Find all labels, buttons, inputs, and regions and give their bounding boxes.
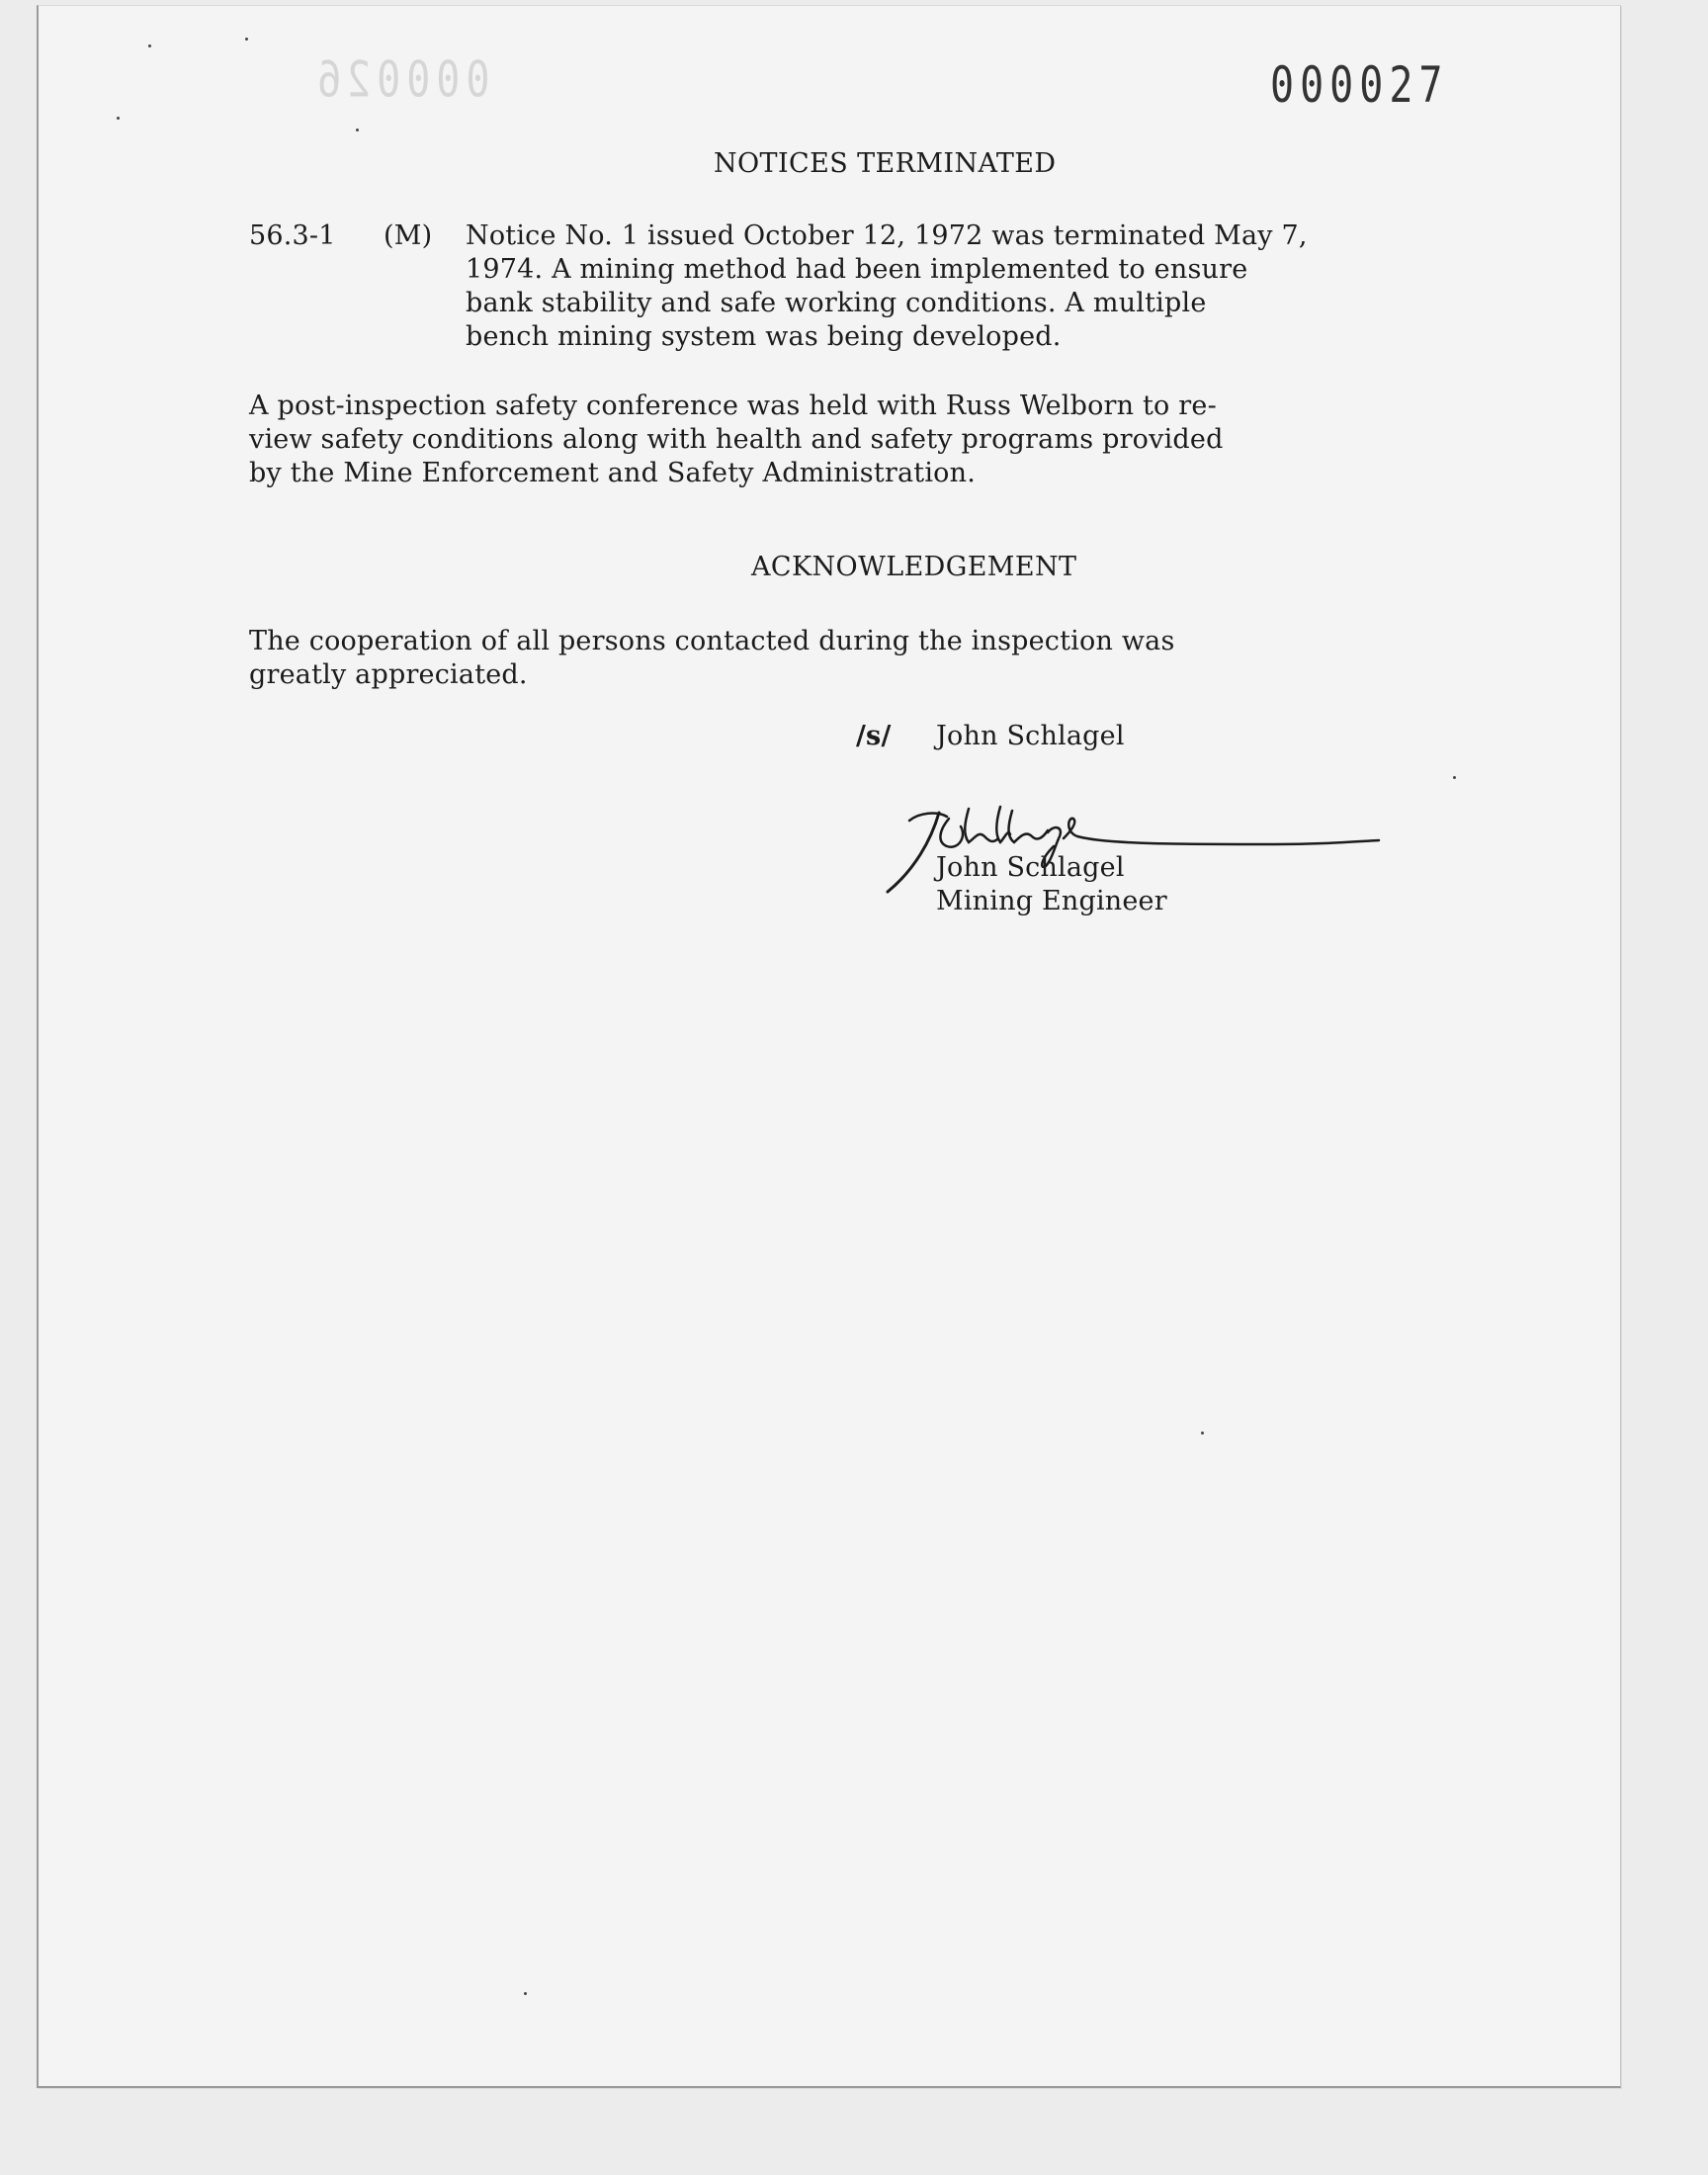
scan-speck	[245, 38, 248, 41]
scan-speck	[356, 129, 359, 131]
notice-text-line: bench mining system was being developed.	[466, 321, 1062, 352]
page-number: 000027	[1270, 57, 1449, 115]
bleed-through-page-number: 000026	[311, 51, 490, 109]
notice-text-line: 1974. A mining method had been implemented to ensure	[466, 254, 1248, 285]
acknowledgement-text-line: greatly appreciated.	[249, 659, 528, 690]
acknowledgement-heading: ACKNOWLEDGEMENT	[751, 552, 1077, 582]
signer-title: Mining Engineer	[936, 886, 1167, 916]
scan-speck	[524, 1992, 527, 1995]
scan-speck	[148, 44, 151, 47]
notice-item-type: (M)	[384, 220, 433, 251]
notice-text-line: Notice No. 1 issued October 12, 1972 was terminated May 7,	[466, 220, 1308, 251]
conference-text-line: A post-inspection safety conference was held with Russ Welborn to re-	[249, 391, 1217, 421]
typed-signature-marker: /s/	[856, 721, 892, 751]
scan-speck	[1201, 1432, 1204, 1435]
scan-speck	[1453, 776, 1456, 779]
conference-text-line: view safety conditions along with health and safety programs provided	[249, 424, 1224, 455]
signer-name: John Schlagel	[936, 852, 1125, 883]
scan-speck	[117, 117, 120, 120]
notice-item-code: 56.3-1	[249, 220, 336, 251]
notices-heading: NOTICES TERMINATED	[714, 148, 1057, 179]
typed-signature-name: John Schlagel	[936, 721, 1125, 751]
notice-text-line: bank stability and safe working conditions. A multiple	[466, 288, 1207, 318]
acknowledgement-text-line: The cooperation of all persons contacted during the inspection was	[249, 626, 1175, 656]
conference-text-line: by the Mine Enforcement and Safety Administration.	[249, 458, 976, 488]
